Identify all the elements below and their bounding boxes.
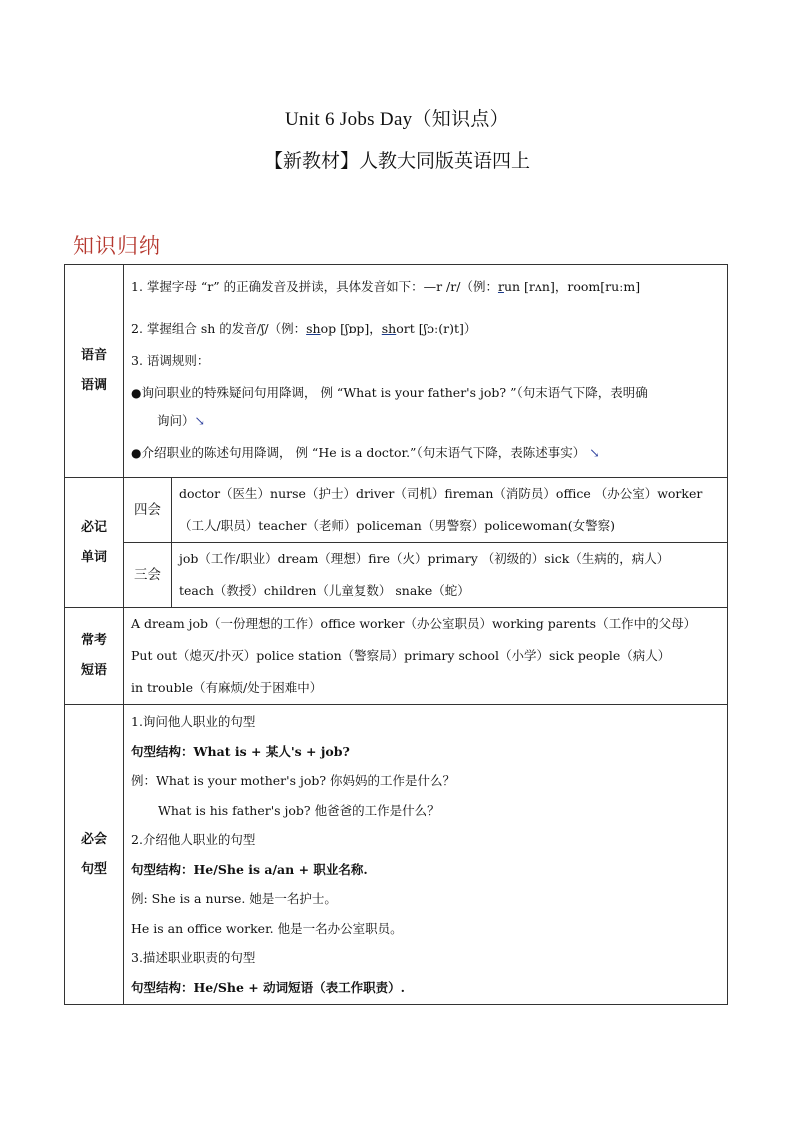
category-phrases <box>65 608 124 705</box>
words-four-skill <box>172 478 728 543</box>
rule-text: 询问职业的特殊疑问句用降调， 例 “What is your father's job? ”（句末语气下降，表明确 <box>141 385 648 400</box>
category-line: 必会 <box>80 831 107 847</box>
intonation-rule-question <box>131 377 721 409</box>
category-line: 语调 <box>80 378 107 393</box>
sentence-structure: 句型结构：He/She is a/an + 职业名称. <box>131 861 368 877</box>
intonation-rule-question-cont <box>131 409 721 437</box>
sentence-heading: 2.介绍他人职业的句型 <box>131 832 256 847</box>
intonation-rules-heading: 3. 语调规则： <box>131 353 210 368</box>
category-line: 短语 <box>80 663 107 678</box>
rule-text: ort [ʃɔː(r)t]） <box>396 321 477 336</box>
bullet-icon: ● <box>131 446 142 460</box>
word-list-line: doctor（医生）nurse（护士）driver（司机）fireman（消防员）office （办公室）worker <box>179 486 703 501</box>
rule-text: 2. 掌握组合 sh 的发音/ʃ/（例： <box>131 321 307 336</box>
rule-text: 介绍职业的陈述句用降调， 例 “He is a doctor.”（句末语气下降，表陈述事实） <box>141 445 586 460</box>
sentences-content <box>124 705 728 1005</box>
row-pronunciation <box>65 265 728 478</box>
category-line: 语音 <box>80 348 107 363</box>
category-line: 常考 <box>80 633 107 648</box>
underlined-letters: sh <box>306 321 321 336</box>
sentence-structure: 句型结构：He/She + 动词短语（表工作职责）. <box>131 979 405 995</box>
phrase-line: Put out（熄灭/扑灭）police station（警察局）primary school（小学）sick people（病人） <box>131 648 671 663</box>
example-sentence: He is an office worker. 他是一名办公室职员。 <box>131 920 403 936</box>
underlined-letter: r <box>497 279 504 294</box>
rule-text: 询问） <box>157 413 195 428</box>
example-sentence: 例: She is a nurse. 她是一名护士。 <box>131 891 337 906</box>
category-vocabulary <box>65 478 124 608</box>
label-three-skill: 三会 <box>124 543 172 608</box>
row-vocabulary-three <box>65 543 728 608</box>
falling-arrow-icon: ↘ <box>194 413 205 428</box>
example-sentence: 例：What is your mother's job? 你妈妈的工作是什么？ <box>131 773 456 788</box>
row-vocabulary-four <box>65 478 728 543</box>
rule-text: 1. 掌握字母 “r” 的正确发音及拼读，具体发音如下：—r /r/（例： <box>131 279 498 294</box>
falling-arrow-icon: ↘ <box>589 445 600 460</box>
bullet-icon: ● <box>131 386 142 400</box>
section-heading: 知识归纳 <box>73 234 161 258</box>
rule-text: un [rʌn]，room[ruːm] <box>503 279 641 294</box>
underlined-letters: sh <box>381 321 397 336</box>
rule-r-sound <box>131 271 721 303</box>
example-sentence: What is his father's job? 他爸爸的工作是什么？ <box>158 802 440 818</box>
document-subtitle: 【新教材】人教大同版英语四上 <box>263 150 530 172</box>
rule-text: op [ʃɒp]， <box>320 321 382 336</box>
category-line: 必记 <box>80 519 107 535</box>
phrase-line: A dream job（一份理想的工作）office worker（办公室职员）working parents（工作中的父母） <box>131 616 697 631</box>
knowledge-table <box>64 264 728 1005</box>
sentence-heading: 1.询问他人职业的句型 <box>131 714 256 729</box>
phrases-content <box>124 608 728 705</box>
row-phrases <box>65 608 728 705</box>
word-list-line: （工人/职员）teacher（老师）policeman（男警察）policewoman(女警察) <box>179 518 616 533</box>
word-list-line: teach（教授）children（儿童复数） snake（蛇） <box>179 583 470 598</box>
phrase-line: in trouble（有麻烦/处于困难中） <box>131 680 323 695</box>
row-sentences <box>65 705 728 1005</box>
document-title: Unit 6 Jobs Day（知识点） <box>285 109 509 130</box>
sentence-heading: 3.描述职业职责的句型 <box>131 950 256 965</box>
word-list-line: job（工作/职业）dream（理想）fire（火）primary （初级的）sick（生病的，病人） <box>179 551 670 566</box>
category-pronunciation <box>65 265 124 478</box>
intonation-rule-statement <box>131 437 721 469</box>
words-three-skill <box>172 543 728 608</box>
pronunciation-content <box>124 265 728 478</box>
category-line: 单词 <box>80 549 107 565</box>
rule-sh-sound <box>131 313 721 345</box>
sentence-structure: 句型结构：What is + 某人's + job? <box>131 743 350 759</box>
category-sentences <box>65 705 124 1005</box>
category-line: 句型 <box>80 861 107 877</box>
label-four-skill: 四会 <box>124 478 172 543</box>
